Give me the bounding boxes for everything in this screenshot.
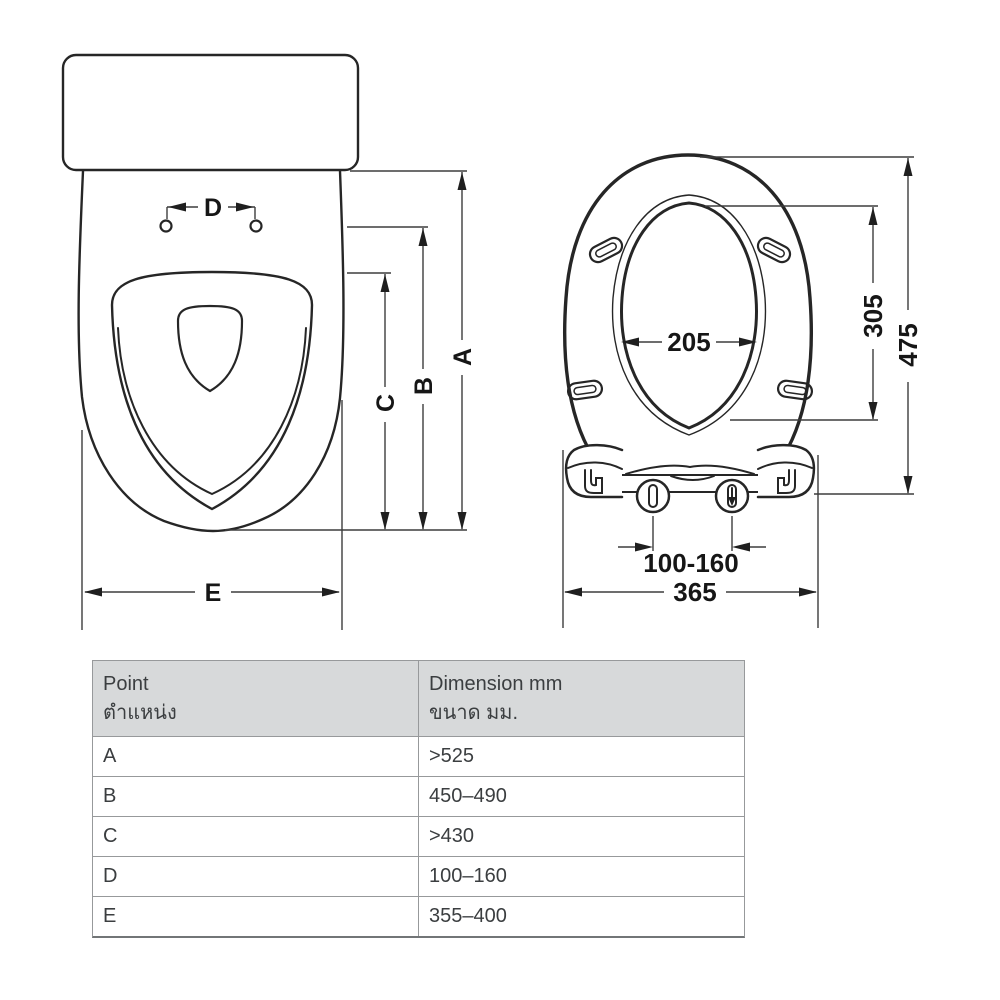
dimension-cell: >525	[418, 737, 744, 776]
table-row	[93, 856, 744, 896]
label-a: A	[449, 347, 477, 367]
arrowhead	[799, 588, 817, 597]
header-point-th: ตำแหน่ง	[103, 702, 177, 724]
seat-bottom-edge	[626, 466, 754, 474]
dimension-100-160	[618, 516, 766, 552]
table-header-row	[93, 661, 744, 736]
arrowhead	[381, 512, 390, 530]
label-b: B	[410, 376, 438, 396]
table-row	[93, 816, 744, 856]
table-row	[93, 776, 744, 816]
seat-outer-outline	[565, 155, 812, 463]
label-365: 365	[673, 577, 717, 607]
dimension-cell: >430	[418, 817, 744, 856]
arrowhead	[869, 207, 878, 225]
header-dimension	[418, 661, 744, 736]
label-e: E	[204, 579, 222, 607]
arrowhead	[869, 402, 878, 420]
arrowhead	[419, 228, 428, 246]
arrowhead	[84, 588, 102, 597]
point-cell: E	[103, 905, 117, 927]
arrowhead	[904, 158, 913, 176]
point-cell: A	[103, 745, 117, 767]
header-point-en: Point	[103, 673, 149, 695]
hinge-plate-lens	[671, 476, 714, 480]
arrowhead	[458, 172, 467, 190]
point-cell: B	[103, 785, 117, 807]
point-cell: D	[103, 865, 118, 887]
dimension-cell: 450–490	[418, 777, 744, 816]
label-100-160: 100-160	[643, 548, 739, 578]
dimension-cell: 355–400	[418, 897, 744, 936]
label-305: 305	[858, 294, 888, 338]
arrowhead	[458, 512, 467, 530]
arrowhead	[419, 512, 428, 530]
hinge-cap-right	[758, 445, 814, 497]
bolt-mount-right	[716, 480, 748, 512]
header-dimension-en: Dimension mm	[429, 673, 563, 695]
point-cell: C	[103, 825, 118, 847]
hinge-cap-outline	[566, 445, 622, 497]
dimension-cell: 100–160	[418, 857, 744, 896]
arrowhead	[904, 476, 913, 494]
table-row	[93, 896, 744, 936]
arrowhead	[322, 588, 340, 597]
bolt-mount-left	[637, 480, 669, 512]
label-475: 475	[893, 323, 923, 367]
hinge-cap-outline	[758, 445, 814, 497]
label-205: 205	[667, 327, 711, 357]
hinge-cap-left	[566, 445, 622, 497]
header-dimension-th: ขนาด มม.	[429, 702, 519, 724]
dimension-table	[92, 660, 745, 938]
toilet-top-view	[63, 55, 358, 531]
label-d: D	[203, 194, 223, 222]
arrowhead	[381, 274, 390, 292]
table-row	[93, 736, 744, 776]
arrowhead	[564, 588, 582, 597]
header-point	[93, 661, 418, 736]
label-c: C	[372, 393, 400, 413]
cistern-tank-outline	[63, 55, 358, 170]
